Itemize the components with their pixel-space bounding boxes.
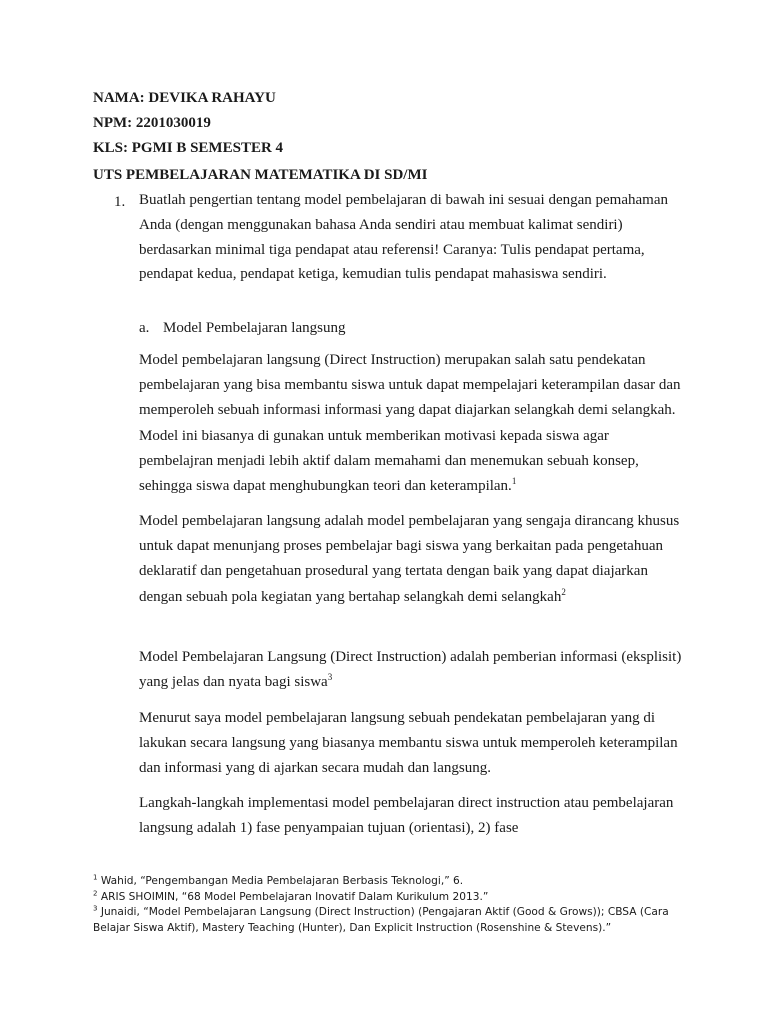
paragraph-1 [139, 348, 684, 499]
footnote-ref-3: 3 [327, 672, 333, 683]
subitem-label: a. [139, 320, 150, 336]
subitem-a [139, 318, 345, 338]
paragraph-5: Langkah-langkah implementasi model pembelajaran direct instruction atau pembelajaran langsung adalah 1) fase penyampaian tujuan (orientasi), 2) fase [139, 795, 674, 837]
student-name: NAMA: DEVIKA RAHAYU [93, 90, 276, 106]
footnotes [93, 874, 693, 936]
footnote-number: 1 [93, 873, 98, 882]
paragraph-1-text: Model pembelajaran langsung (Direct Instruction) merupakan salah satu pendekatan pembelajaran yang bisa membantu siswa untuk dapat mempelajari keterampilan dasar dan memperoleh sebuah informasi informasi yang dapat diajarkan selangkah demi selangkah. Model ini biasanya di gunakan untuk memberikan motivasi kepada siswa agar pembelajran menjadi lebih aktif dalam memahami dan menemukan sebuah konsep, sehingga siswa dapat menghubungkan teori dan keterampilan. [139, 352, 681, 495]
footnote-ref-2: 2 [561, 586, 566, 597]
student-class: KLS: PGMI B SEMESTER 4 [93, 140, 284, 156]
footnote-number: 3 [93, 904, 98, 913]
footnote-2 [93, 890, 693, 906]
paragraph-2 [139, 509, 684, 610]
student-npm: NPM: 2201030019 [93, 115, 211, 131]
paragraph-2-text: Model pembelajaran langsung adalah model pembelajaran yang sengaja dirancang khusus untuk dapat menunjang proses pembelajar bagi siswa yang berkaitan pada pengetahuan deklaratif dan pengetahuan prosedural yang tertata dengan baik yang dapat diajarkan dengan sebuah pola kegiatan yang bertahap selangkah demi selangkah [139, 513, 680, 605]
paragraph-3-text: Model Pembelajaran Langsung (Direct Instruction) adalah pemberian informasi (eksplisit) yang jelas dan nyata bagi siswa [139, 649, 682, 691]
subitem-title: Model Pembelajaran langsung [163, 320, 346, 336]
exam-title: UTS PEMBELAJARAN MATEMATIKA DI SD/MI [93, 167, 428, 183]
question-number: 1. [114, 194, 126, 210]
footnote-number: 2 [93, 888, 98, 897]
paragraph-3 [139, 645, 684, 695]
paragraph-4: Menurut saya model pembelajaran langsung sebuah pendekatan pembelajaran yang di lakukan secara langsung yang biasanya membantu siswa untuk memperoleh keterampilan dan informasi yang di ajarkan secara mudah dan langsung. [139, 710, 678, 777]
footnote-1 [93, 874, 693, 890]
footnote-3 [93, 905, 693, 936]
footnote-ref-1: 1 [511, 476, 517, 487]
footnote-text: ARIS SHOIMIN, “68 Model Pembelajaran Inovatif Dalam Kurikulum 2013.” [100, 890, 489, 903]
question-text: Buatlah pengertian tentang model pembelajaran di bawah ini sesuai dengan pemahaman Anda (dengan menggunakan bahasa Anda sendiri atau membuat kalimat sendiri) berdasarkan minimal tiga pendapat atau referensi! Caranya: Tulis pendapat pertama, pendapat kedua, pendapat ketiga, kemudian tulis pendapat mahasiswa sendiri. [139, 192, 668, 283]
footnote-text: Wahid, “Pengembangan Media Pembelajaran Berbasis Teknologi,” 6. [100, 875, 464, 887]
footnote-text: Junaidi, “Model Pembelajaran Langsung (Direct Instruction) (Pengajaran Aktif (Good & Grows)); CBSA (Cara Belajar Siswa Aktif), Mastery Teaching (Hunter), Dan Explicit Instruction (Rosenshine & Stevens).” [93, 906, 669, 934]
